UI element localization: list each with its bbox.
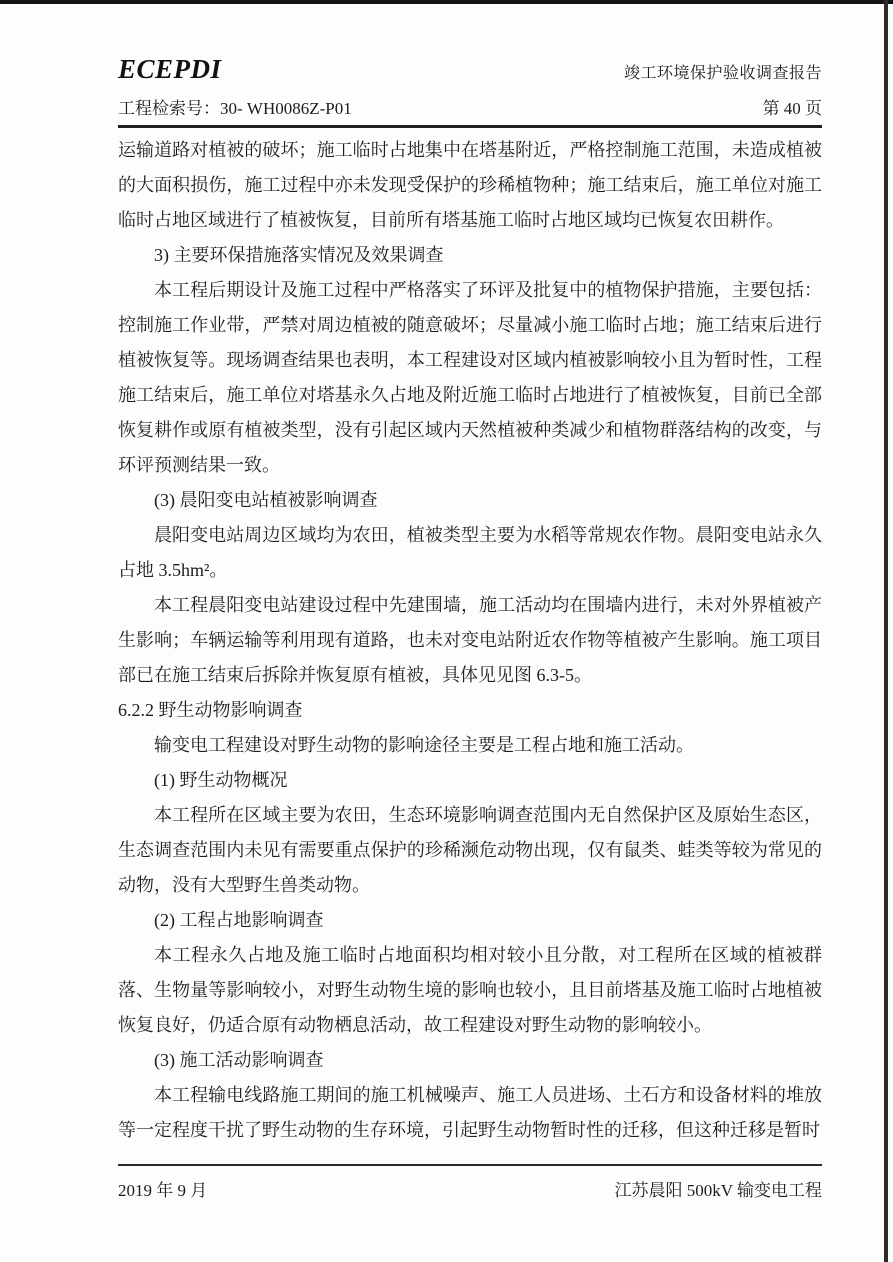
sub-heading: (2) 工程占地影响调查	[154, 910, 324, 930]
footer-meta-row	[118, 1176, 822, 1201]
paragraph: 晨阳变电站周边区域均为农田，植被类型主要为水稻等常规农作物。晨阳变电站永久占地 3.5hm²。	[118, 525, 822, 580]
scan-border-right	[884, 0, 888, 1262]
page-content	[118, 0, 822, 1148]
paragraph: 本工程永久占地及施工临时占地面积均相对较小且分散，对工程所在区域的植被群落、生物量等影响较小，对野生动物生境的影响也较小，且目前塔基及施工临时占地植被恢复良好，仍适合原有动物栖息活动，故工程建设对野生动物的影响较小。	[118, 945, 822, 1035]
footer-rule	[118, 1164, 822, 1166]
page-footer	[118, 1164, 822, 1201]
page-header	[118, 54, 822, 85]
doc-index-number: 工程检索号：30- WH0086Z-P01	[118, 99, 352, 118]
paragraph: 本工程后期设计及施工过程中严格落实了环评及批复中的植物保护措施，主要包括：控制施工作业带，严禁对周边植被的随意破坏；尽量减小施工临时占地；施工结束后进行植被恢复等。现场调查结果也表明，本工程建设对区域内植被影响较小且为暂时性，工程施工结束后，施工单位对塔基永久占地及附近施工临时占地进行了植被恢复，目前已全部恢复耕作或原有植被类型，没有引起区域内天然植被种类减少和植物群落结构的改变，与环评预测结果一致。	[118, 280, 822, 475]
paragraph: 输变电工程建设对野生动物的影响途径主要是工程占地和施工活动。	[154, 735, 694, 755]
page-number: 第 40 页	[762, 99, 822, 118]
sub-heading: (3) 施工活动影响调查	[154, 1050, 324, 1070]
paragraph: 运输道路对植被的破坏；施工临时占地集中在塔基附近，严格控制施工范围，未造成植被的大面积损伤，施工过程中亦未发现受保护的珍稀植物种；施工结束后，施工单位对施工临时占地区域进行了植被恢复，目前所有塔基施工临时占地区域均已恢复农田耕作。	[118, 140, 822, 230]
sub-heading: (1) 野生动物概况	[154, 770, 288, 790]
sub-heading: (3) 晨阳变电站植被影响调查	[154, 490, 378, 510]
paragraph: 本工程所在区域主要为农田，生态环境影响调查范围内无自然保护区及原始生态区，生态调查范围内未见有需要重点保护的珍稀濒危动物出现，仅有鼠类、蛙类等较为常见的动物，没有大型野生兽类动物。	[118, 805, 822, 895]
footer-project-name: 江苏晨阳 500kV 输变电工程	[614, 1181, 822, 1200]
header-rule	[118, 125, 822, 128]
sub-heading: 3) 主要环保措施落实情况及效果调查	[154, 245, 444, 265]
section-heading: 6.2.2 野生动物影响调查	[118, 700, 303, 720]
company-logo: ECEPDI	[118, 54, 222, 84]
header-meta-row	[118, 94, 822, 119]
footer-date: 2019 年 9 月	[118, 1181, 208, 1200]
paragraph: 本工程晨阳变电站建设过程中先建围墙，施工活动均在围墙内进行，未对外界植被产生影响；车辆运输等利用现有道路，也未对变电站附近农作物等植被产生影响。施工项目部已在施工结束后拆除并恢复原有植被，具体见见图 6.3-5。	[118, 595, 822, 685]
report-title: 竣工环境保护验收调查报告	[623, 65, 822, 82]
document-body	[118, 133, 822, 1148]
paragraph: 本工程输电线路施工期间的施工机械噪声、施工人员进场、土石方和设备材料的堆放等一定程度干扰了野生动物的生存环境，引起野生动物暂时性的迁移，但这种迁移是暂时	[118, 1085, 822, 1140]
